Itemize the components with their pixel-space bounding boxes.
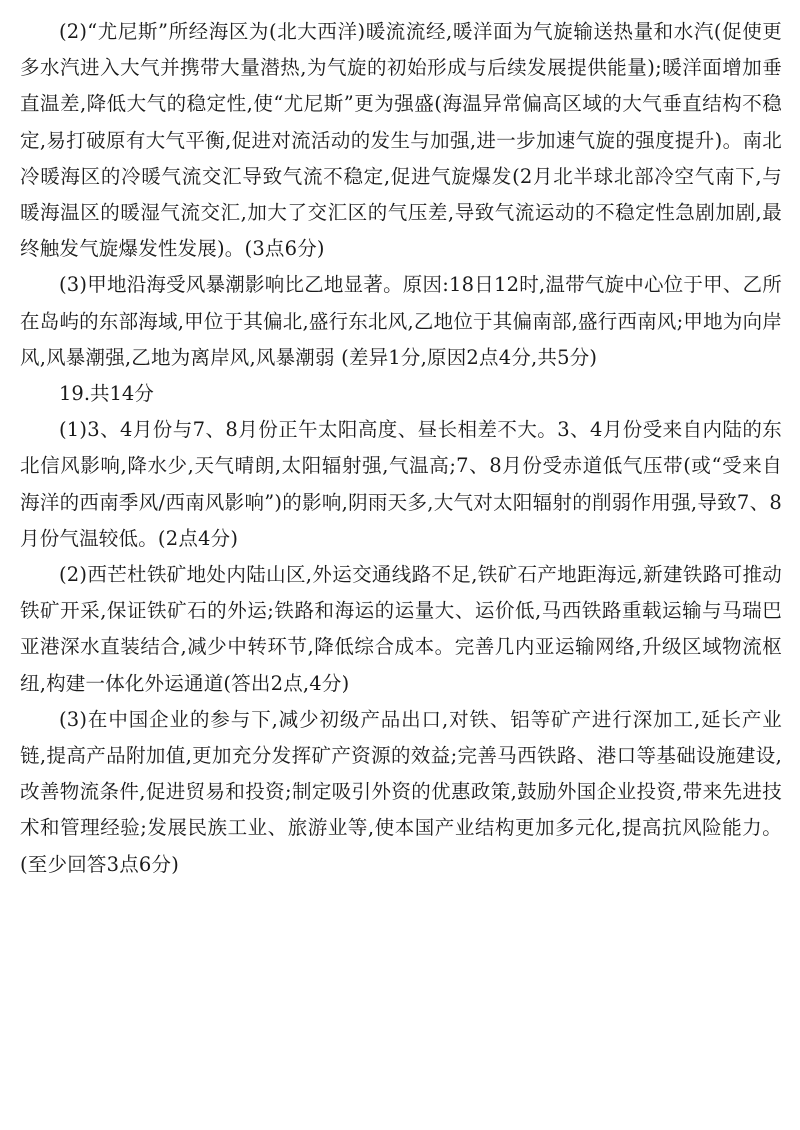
answer-18-2: (2)“尤尼斯”所经海区为(北大西洋)暖流流经,暖洋面为气旋输送热量和水汽(促使更多水汽进入大气并携带大量潜热,为气旋的初始形成与后续发展提供能量);暖洋面增加垂直温差,降低大气的稳定性,使“尤尼斯”更为强盛(海温异常偏高区域的大气垂直结构不稳定,易打破原有大气平衡,促进对流活动的发生与加强,进一步加速气旋的强度提升)。南北冷暖海区的冷暖气流交汇导致气流不稳定,促进气旋爆发(2月北半球北部冷空气南下,与暖海温区的暖湿气流交汇,加大了交汇区的气压差,导致气流运动的不稳定性急剧加剧,最终触发气旋爆发性发展)。(3点6分) (20, 20, 782, 261)
question-19-heading: 19.共14分 (59, 382, 154, 406)
answer-19-2: (2)西芒杜铁矿地处内陆山区,外运交通线路不足,铁矿石产地距海远,新建铁路可推动铁矿开采,保证铁矿石的外运;铁路和海运的运量大、运价低,马西铁路重载运输与马瑞巴亚港深水直装结合,减少中转环节,降低综合成本。完善几内亚运输网络,升级区域物流枢纽,构建一体化外运通道(答出2点,4分) (20, 563, 782, 695)
answer-19-1: (1)3、4月份与7、8月份正午太阳高度、昼长相差不大。3、4月份受来自内陆的东北信风影响,降水少,天气晴朗,太阳辐射强,气温高;7、8月份受赤道低气压带(或“受来自海洋的西南季风/西南风影响”)的影响,阴雨天多,大气对太阳辐射的削弱作用强,导致7、8月份气温较低。(2点4分) (20, 418, 782, 550)
answer-page (20, 14, 782, 883)
answer-19-3: (3)在中国企业的参与下,减少初级产品出口,对铁、铝等矿产进行深加工,延长产业链,提高产品附加值,更加充分发挥矿产资源的效益;完善马西铁路、港口等基础设施建设,改善物流条件,促进贸易和投资;制定吸引外资的优惠政策,鼓励外国企业投资,带来先进技术和管理经验;发展民族工业、旅游业等,使本国产业结构更加多元化,提高抗风险能力。(至少回答3点6分) (20, 707, 782, 876)
answer-18-3: (3)甲地沿海受风暴潮影响比乙地显著。原因:18日12时,温带气旋中心位于甲、乙所在岛屿的东部海域,甲位于其偏北,盛行东北风,乙地位于其偏南部,盛行西南风;甲地为向岸风,风暴潮强,乙地为离岸风,风暴潮弱 (差异1分,原因2点4分,共5分) (20, 273, 782, 369)
